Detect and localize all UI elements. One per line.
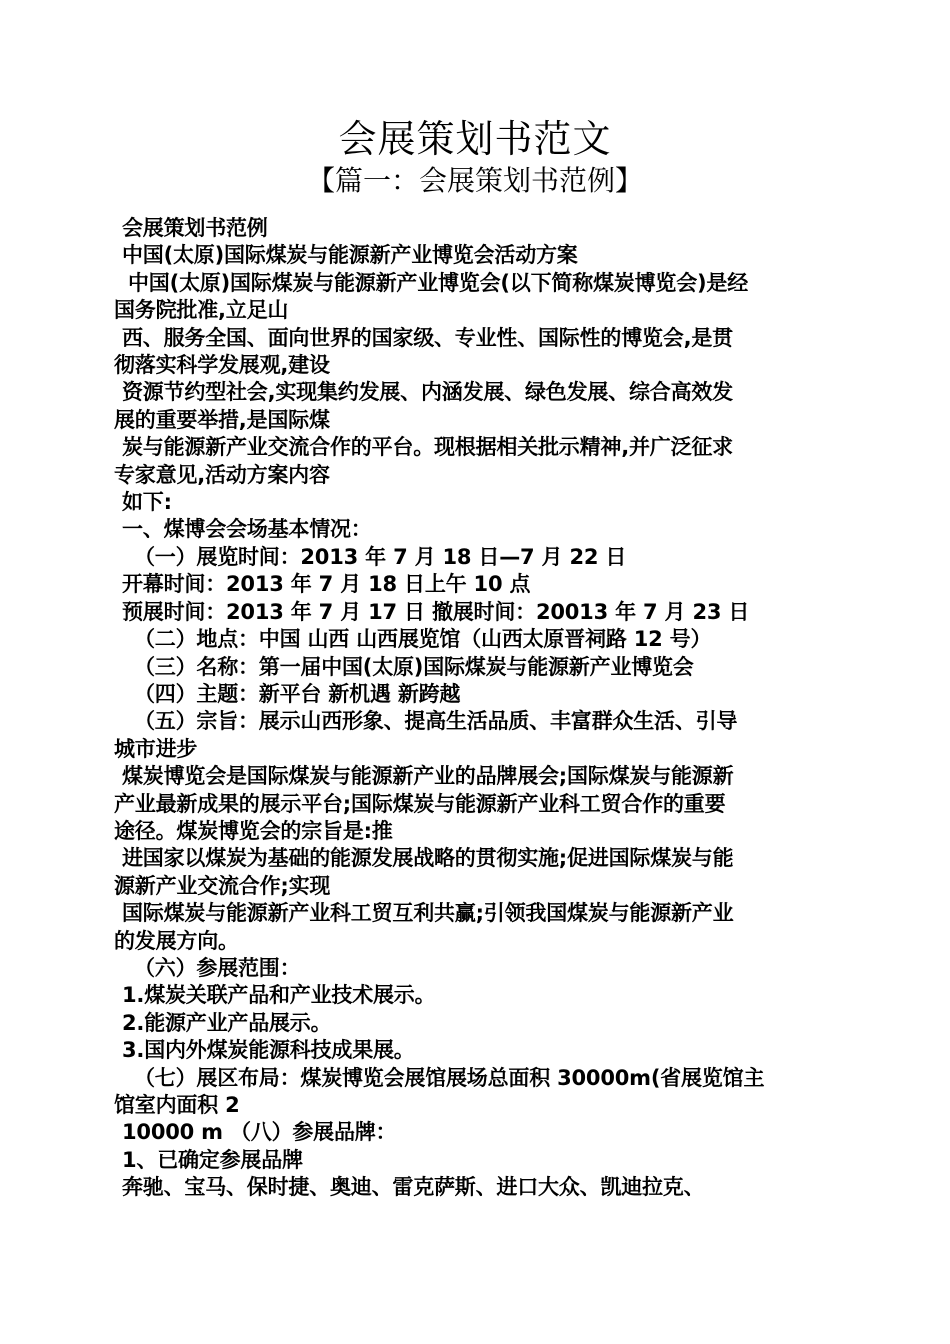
text-line: 源新产业交流合作;实现 xyxy=(114,873,331,898)
text-line: （六）参展范围： xyxy=(134,955,301,980)
document-body xyxy=(114,215,834,1202)
text-line: 的发展方向。 xyxy=(114,928,239,953)
text-line: （四）主题：新平台 新机遇 新跨越 xyxy=(134,681,461,706)
text-line: 10000 m （八）参展品牌： xyxy=(122,1120,397,1145)
text-line: （一）展览时间：2013 年 7 月 18 日—7 月 22 日 xyxy=(134,544,627,569)
text-line: （二）地点：中国 山西 山西展览馆（山西太原晋祠路 12 号） xyxy=(134,627,712,652)
text-line: 馆室内面积 2 xyxy=(114,1093,240,1117)
text-line: 开幕时间：2013 年 7 月 18 日上午 10 点 xyxy=(122,572,531,597)
text-line: 煤炭博览会是国际煤炭与能源新产业的品牌展会;国际煤炭与能源新 xyxy=(122,764,734,789)
text-line: 国务院批准,立足山 xyxy=(114,298,289,323)
text-line: 炭与能源新产业交流合作的平台。现根据相关批示精神,并广泛征求 xyxy=(122,435,733,460)
text-line: 展的重要举措,是国际煤 xyxy=(114,407,330,432)
text-line: 如下: xyxy=(122,490,172,515)
text-line: 途径。煤炭博览会的宗旨是:推 xyxy=(114,818,393,843)
text-line: 西、服务全国、面向世界的国家级、专业性、国际性的博览会,是贯 xyxy=(122,325,733,350)
list-item: 1.煤炭关联产品和产业技术展示。 xyxy=(122,983,436,1008)
text-line: （五）宗旨：展示山西形象、提高生活品质、丰富群众生活、引导 xyxy=(134,709,738,734)
text-line: （七）展区布局：煤炭博览会展馆展场总面积 30000m(省展览馆主 xyxy=(134,1065,765,1090)
text-line: 城市进步 xyxy=(114,736,198,761)
text-line: 彻落实科学发展观,建设 xyxy=(114,353,330,378)
text-line: 中国(太原)国际煤炭与能源新产业博览会(以下简称煤炭博览会)是经 xyxy=(128,270,748,295)
text-line: 1、已确定参展品牌 xyxy=(122,1147,303,1172)
text-line: 中国(太原)国际煤炭与能源新产业博览会活动方案 xyxy=(122,243,578,268)
text-line: 产业最新成果的展示平台;国际煤炭与能源新产业科工贸合作的重要 xyxy=(114,791,726,816)
text-line: 奔驰、宝马、保时捷、奥迪、雷克萨斯、进口大众、凯迪拉克、 xyxy=(122,1175,705,1200)
list-item: 3.国内外煤炭能源科技成果展。 xyxy=(122,1038,415,1063)
text-line: 资源节约型社会,实现集约发展、内涵发展、绿色发展、综合高效发 xyxy=(122,380,733,405)
list-item: 2.能源产业产品展示。 xyxy=(122,1010,332,1035)
document-subtitle: 【篇一：会展策划书范例】 xyxy=(306,164,643,197)
text-line: 会展策划书范例 xyxy=(122,216,268,240)
text-line: 预展时间：2013 年 7 月 17 日 撤展时间：20013 年 7 月 23 日 xyxy=(122,599,750,624)
document-title: 会展策划书范文 xyxy=(338,117,612,161)
text-line: 专家意见,活动方案内容 xyxy=(114,462,330,487)
text-line: 进国家以煤炭为基础的能源发展战略的贯彻实施;促进国际煤炭与能 xyxy=(122,846,734,871)
section-heading: 一、煤博会会场基本情况： xyxy=(122,517,372,542)
text-line: （三）名称：第一届中国(太原)国际煤炭与能源新产业博览会 xyxy=(134,654,694,679)
text-line: 国际煤炭与能源新产业科工贸互利共赢;引领我国煤炭与能源新产业 xyxy=(122,901,734,926)
